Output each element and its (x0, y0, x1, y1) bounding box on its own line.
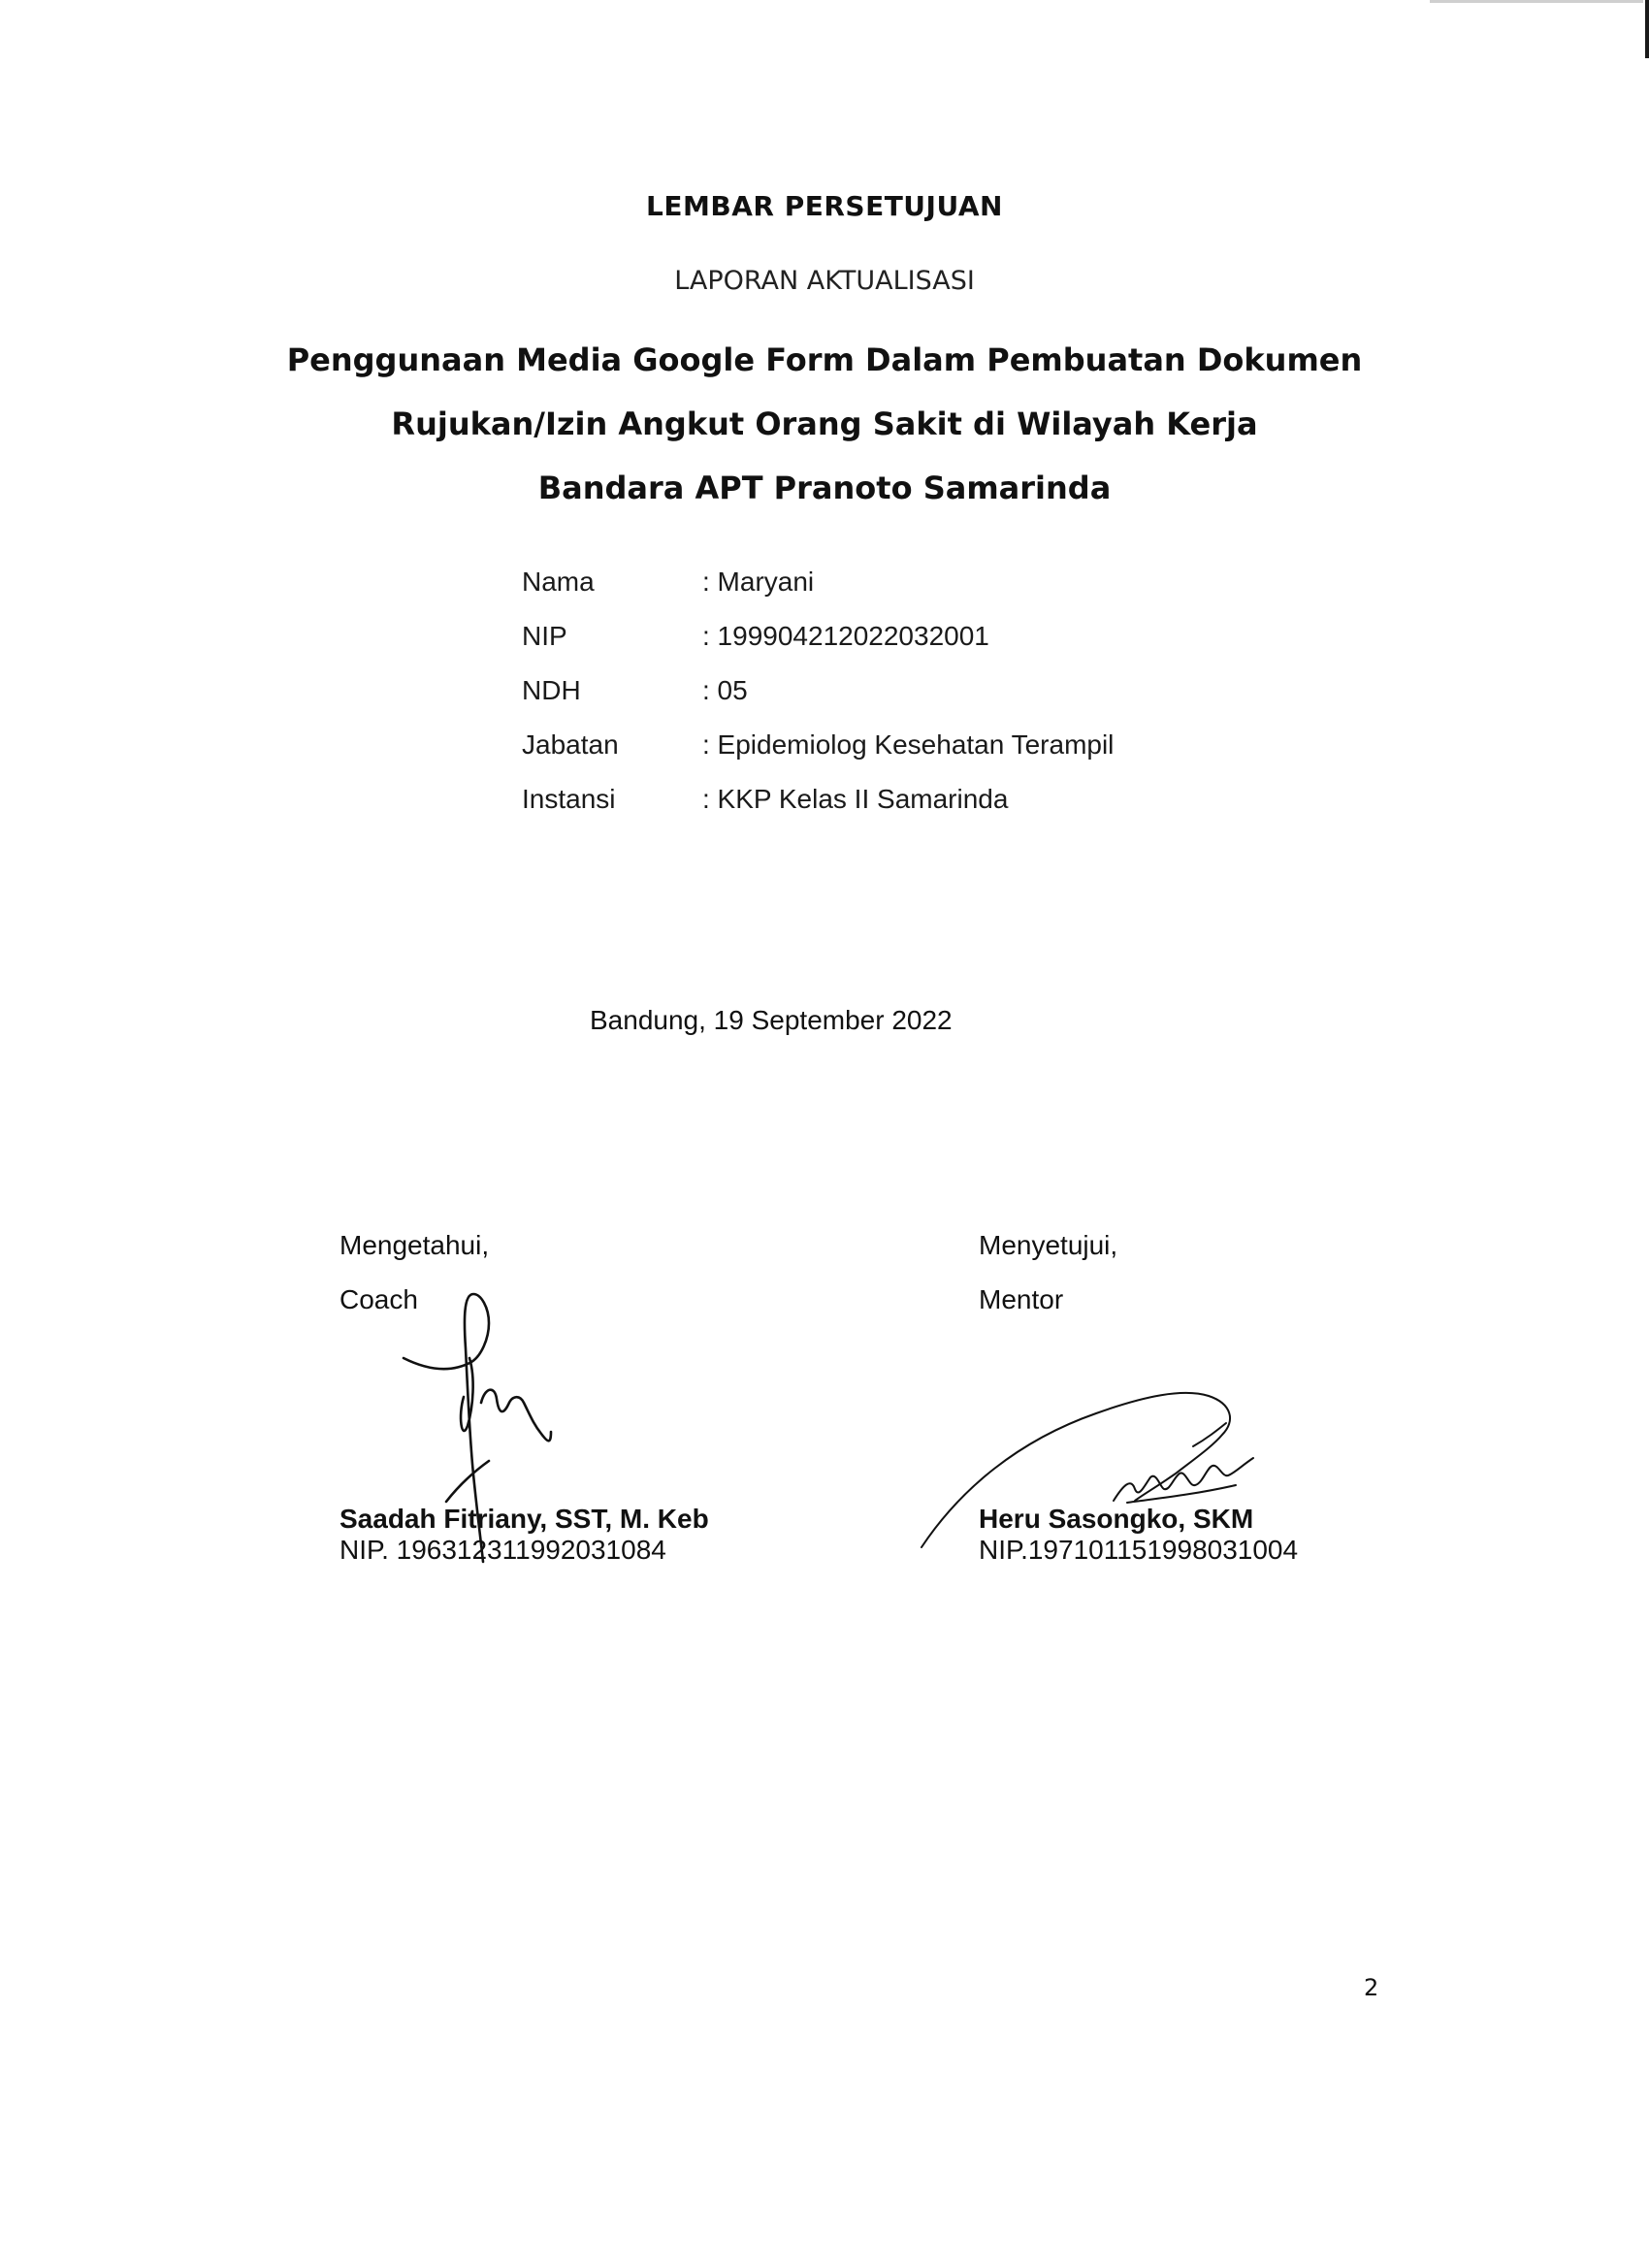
signatory-heading: Mengetahui, (340, 1230, 490, 1260)
identity-label: Nama (522, 567, 595, 597)
identity-row-ndh (522, 669, 1114, 724)
identity-value: : Maryani (702, 567, 815, 597)
identity-label: NDH (522, 675, 581, 705)
identity-row-jabatan (522, 724, 1114, 778)
identity-value: : KKP Kelas II Samarinda (702, 784, 1009, 814)
scan-edge-line (1430, 0, 1643, 3)
identity-row-instansi (522, 778, 1114, 832)
mentor-nip: NIP.197101151998031004 (979, 1535, 1299, 1565)
identity-value: : 199904212022032001 (702, 621, 989, 651)
identity-row-nip (522, 615, 1114, 669)
signatory-heading: Menyetujui, (979, 1230, 1118, 1260)
identity-label: Jabatan (522, 729, 619, 760)
scan-edge-mark (1645, 0, 1649, 58)
page-title: LEMBAR PERSETUJUAN (646, 190, 1003, 222)
coach-name: Saadah Fitriany, SST, M. Keb (340, 1504, 709, 1534)
identity-label: Instansi (522, 784, 616, 814)
mentor-name: Heru Sasongko, SKM (979, 1504, 1254, 1534)
report-title-line-1: Penggunaan Media Google Form Dalam Pembuatan Dokumen (286, 341, 1363, 378)
report-title-line-3: Bandara APT Pranoto Samarinda (537, 470, 1112, 506)
identity-value: : 05 (702, 675, 748, 705)
signatory-role: Coach (340, 1284, 418, 1314)
coach-nip: NIP. 196312311992031084 (340, 1535, 666, 1565)
identity-table (522, 561, 1114, 832)
place-date: Bandung, 19 September 2022 (590, 1005, 953, 1035)
report-title-line-2: Rujukan/Izin Angkut Orang Sakit di Wilayah Kerja (391, 405, 1258, 442)
identity-value: : Epidemiolog Kesehatan Terampil (702, 729, 1115, 760)
identity-row-nama (522, 561, 1114, 615)
page-subtitle: LAPORAN AKTUALISASI (674, 266, 975, 296)
signatory-left (340, 1224, 489, 1333)
identity-label: NIP (522, 621, 567, 651)
page-number: 2 (1364, 1974, 1379, 2001)
signatory-right (979, 1224, 1117, 1333)
signatory-role: Mentor (979, 1284, 1064, 1314)
